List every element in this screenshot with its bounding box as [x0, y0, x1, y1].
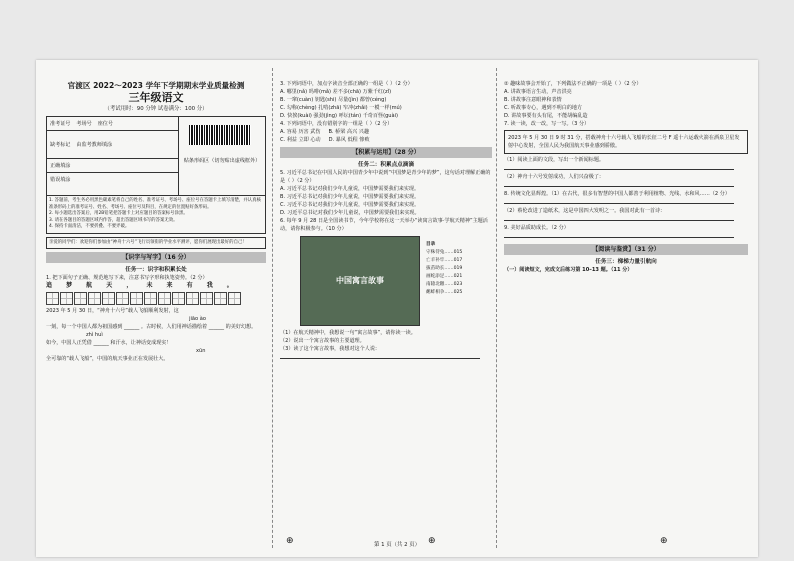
barcode-icon	[189, 125, 251, 145]
crosshair-icon: ⊕	[286, 536, 294, 546]
answer-line[interactable]	[504, 198, 734, 204]
welcome-message: 亲爱的同学们：欢迎你们参加由“神舟十六号”飞行员领衔的学业水平测评，愿你们展现出最好的自己！	[46, 237, 266, 250]
section-3-header: 【阅读与鉴赏】（31 分）	[504, 244, 748, 255]
book-toc: 目录 守株待兔……015 亡羊补牢……017 拔苗助长……019 画蛇添足……021 南辕北辙……023 鹬蚌相争……025	[426, 242, 463, 295]
subject-title: 三年级语文	[128, 91, 184, 104]
section-2-header: 【积累与运用】（28 分）	[280, 147, 492, 158]
exam-sheet	[36, 60, 758, 557]
q3-text: 3. 下列词语中，加点字读音全部正确的一组是（ ）（2 分）	[280, 81, 413, 87]
task-2-title: 任务二：积累点点滴滴	[358, 162, 414, 168]
q1-text: 1. 把下面句子正确、规范地写下来，注意书写字形和执笔姿势。（2 分）	[46, 275, 208, 281]
task-1-title: 任务一：识字和积累长处	[125, 267, 187, 273]
crosshair-icon: ⊕	[660, 536, 668, 546]
answer-line[interactable]	[504, 181, 734, 187]
writing-grid[interactable]	[46, 292, 242, 305]
task-3-title: 任务三：梯梯力量引航向	[595, 259, 657, 265]
book-cover: 中国寓言故事	[300, 236, 420, 326]
answer-line[interactable]	[504, 232, 734, 238]
q1-sentence: 追 梦 航 天 ， 未 来 有 我 。	[46, 282, 239, 289]
answer-line[interactable]	[504, 164, 734, 170]
crosshair-icon: ⊕	[428, 536, 436, 546]
column-2: 3. 下列词语中，加点字读音全部正确的一组是（ ）（2 分） A. 哪里(nǎ) 吗啡(mǎ) 差不多(chā) 万紫千红(zǐ) B. 一窜(cuàn) 钥匙(shi) 尽量(jìn) 都曾(céng) C. 勾称(chèng) 扎啃(zhā) 窄冲(zhǎi) 一模一样(mú) D. 快挨(kuài) 强劲(jìng) 呼坛(tán) 千奇百怪(guài) 4. 下列词语中，没有错别字的一组是（ ）（2 分） A. 容易 历害 武伤 B. 桥梁 高兴 兴趣 C. 利益 立即 心动 D. 暴风 低程 惨败 【积累与运用】（28 分） 任务二：积累点点滴滴 5. 习近平总书记在中国人民的中国青少年中说到“中国梦是青少年的梦”，这句话对理解正确的是（ ）（2 分） A. 习近平总书记对我们少年儿童说，中国梦需要我们来实现。 B. 习近平总书记对我们少年儿童说，中国梦需要我们来实现。 C. 习近平总书记对我们少年儿童说，中国梦需要我们来实现。 D. 习近平总书记对我们少年儿童说，中国梦需要我们来实现。 6. 每年 9 月 28 日是全国读书节，今年学校将在这一天举办“读寓言故事·学航天精神”主题活动，请你积极参与。（10 分） 中国寓言故事 目录 守株待兔……015 亡羊补牢……017 拔苗助长……019 画蛇添足……021 南辕北辙……023 鹬蚌相争……025 （1）在航天精神中，我想说一句“寓言故事”，请你读一读。 （2）说出一个寓言故事的主要道理。 （3）读了这个寓言故事，我想对这个人说：	[280, 80, 492, 535]
q6-text: 6. 每年 9 月 28 日是全国读书节，今年学校将在这一天举办“读寓言故事·学航天精神”主题活动，请你积极参与。（10 分）	[280, 218, 488, 232]
exam-title: 官渡区 2022～2023 学年下学期期末学业质量检测	[67, 81, 245, 90]
column-1: 官渡区 2022～2023 学年下学期期末学业质量检测 三年级语文 （考试用时：90 分钟 试卷满分：100 分） 准考证号 考场号 座位号 缺考标记 由监考教师填涂 正确填涂 错误填涂 贴条形码区（切勿贴出虚线框外） 1. 答题前，考生务必用黑色碳素笔将自己的姓名、准考证号、考场号、座位号在答题卡上填写清楚，并认真核准条形码上的准考证号、姓名、考场号、座位号及科目，在规定的位置贴好条形码。 2. 每小题选出答案后，用2B铅笔把答题卡上对应题目的答案标号涂黑。 3. 请在各题目的答题区域内作答，超出答题区域书写的答案无效。 4. 保持卡面清洁，不要折叠、不要弄破。 亲爱的同学们：欢迎你们参加由“神舟十六号”飞行员领衔的学业水平测评，愿你们展现出最好的自己！ 【识字与写字】（16 分） 任务一：识字和积累长处 1. 把下面句子正确、规范地写下来，注意书写字形和执笔姿势。（2 分） 追 梦 航 天 ， 未 来 有 我 。 2023 年 5 月 30 日，“神舟十六号”载人飞船顺利发射，这 jiāo ào 一刻，每一个中国人都为祖国感到 ______ 。古时候，人们用神话描绘着 ______ 的美好幻想。 zhì huì 如今，中国人正凭借 ______ 和汗水，让神话变成现实！ xūn 全可靠的“载人飞船”，中国的航天事业正在发展壮大。	[46, 80, 266, 535]
student-info-box: 准考证号 考场号 座位号 缺考标记 由监考教师填涂 正确填涂 错误填涂 贴条形码区（切勿贴出虚线框外）	[46, 116, 266, 196]
fold-line	[496, 68, 497, 548]
page-footer: 第 1 页（共 2 页）	[373, 542, 421, 548]
answer-line[interactable]	[280, 353, 480, 359]
q5-text: 5. 习近平总书记在中国人民的中国青少年中说到“中国梦是青少年的梦”，这句话对理解正确的是（ ）（2 分）	[280, 170, 491, 184]
answer-line[interactable]	[504, 215, 734, 221]
news-box: 2023 年 5 月 30 日 9 时 31 分，搭载神舟十六号载人飞船的长征二号 F 遥十六运载火箭在酒泉卫星发射中心发射，全国人民为我国航天事业感到骄傲。	[504, 130, 748, 154]
q4-text: 4. 下列词语中，没有错别字的一组是（ ）（2 分）	[280, 121, 393, 127]
exam-meta: （考试用时：90 分钟 试卷满分：100 分）	[104, 106, 208, 112]
notes: 1. 答题前，考生务必用黑色碳素笔将自己的姓名、准考证号、考场号、座位号在答题卡上填写清楚，并认真核准条形码上的准考证号、姓名、考场号、座位号及科目，在规定的位置贴好条形码。 2. 每小题选出答案后，用2B铅笔把答题卡上对应题目的答案标号涂黑。 3. 请在各题目的答题区域内作答，超出答题区域书写的答案无效。 4. 保持卡面清洁，不要折叠、不要弄破。	[46, 196, 266, 234]
section-1-header: 【识字与写字】（16 分）	[46, 252, 266, 263]
barcode-area: 贴条形码区（切勿贴出虚线框外）	[179, 117, 265, 195]
column-3: ② 趣味故事会开始了，下列做法不正确的一项是（ ）（2 分） A. 讲故事语言生动，声音洪亮 B. 讲故事注意眼神和表情 C. 听故事专心，遇到不明白的地方 D. 讲故事要有头有尾，不能胡编乱造 7. 读一读，改一改，写一写。（3 分） 2023 年 5 月 30 日 9 时 31 分，搭载神舟十六号载人飞船的长征二号 F 遥十六运载火箭在酒泉卫星发射中心发射，全国人民为我国航天事业感到骄傲。 （1）阅读上面的文段，写出一个新闻标题。 （2）神舟十六号发射成功，人们兴奋极了： 8. 传统文化显辉煌。（1）在古代，很多有智慧的中国人都善于利用植物、光线、水和风……（2 分） （2）蔡伦改进了造纸术，这是中国四大发明之一。我国对此有一首诗： 9. 美好品质助成长。（2 分） 【阅读与鉴赏】（31 分） 任务三：梯梯力量引航向 （一）阅读短文，完成文后练习第 10–13 题。（11 分）	[504, 80, 748, 535]
fold-line	[272, 68, 273, 548]
